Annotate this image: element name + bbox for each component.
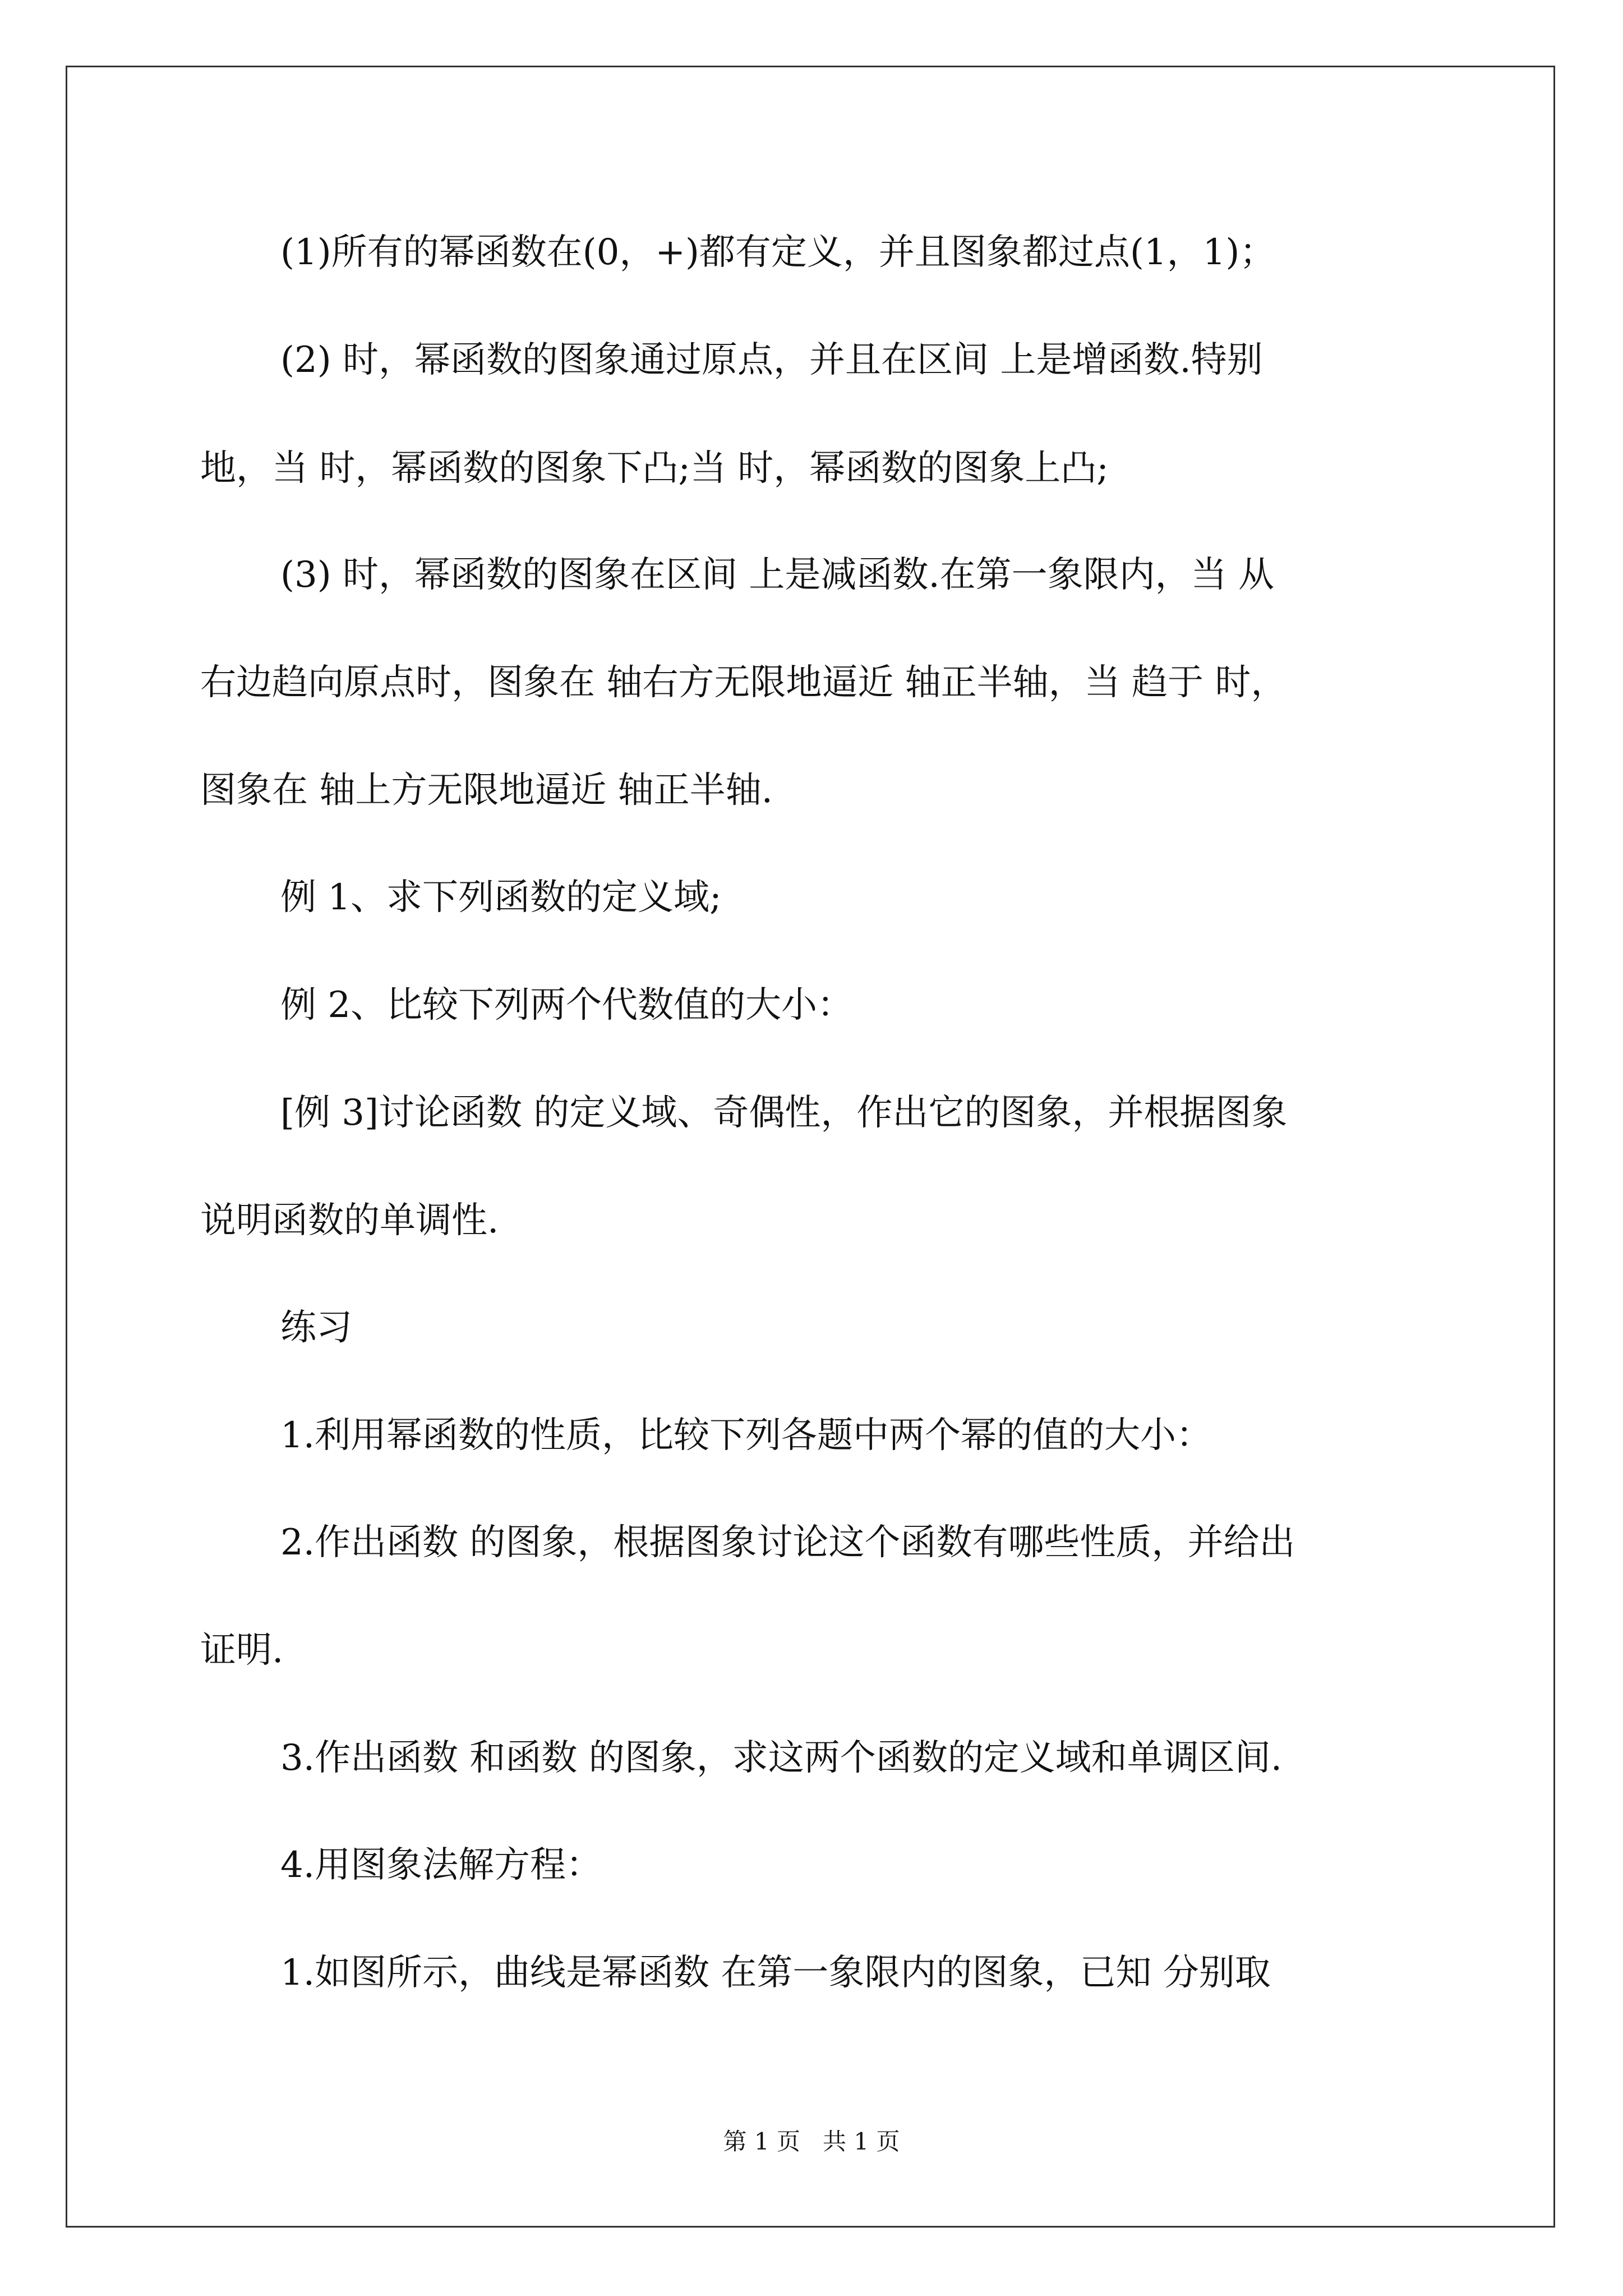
- text-line: 说明函数的单调性.: [200, 1200, 499, 1241]
- text-line: (2) 时，幂函数的图象通过原点，并且在区间 上是增函数.特别: [280, 339, 1263, 381]
- text-line: 4.用图象法解方程：: [280, 1844, 602, 1886]
- text-line: 地，当 时，幂函数的图象下凸;当 时，幂函数的图象上凸;: [200, 448, 1109, 489]
- text-line: 例 1、求下列函数的定义域;: [280, 877, 722, 918]
- text-line: 2.作出函数 的图象，根据图象讨论这个函数有哪些性质，并给出: [280, 1522, 1295, 1563]
- page-border: [66, 66, 1555, 2228]
- text-line: 证明.: [200, 1630, 284, 1671]
- text-line: 3.作出函数 和函数 的图象，求这两个函数的定义域和单调区间.: [280, 1737, 1283, 1779]
- page-number-footer: 第 1 页 共 1 页: [723, 2128, 900, 2155]
- text-line: 右边趋向原点时，图象在 轴右方无限地逼近 轴正半轴，当 趋于 时，: [200, 662, 1287, 703]
- text-line: 例 2、比较下列两个代数值的大小：: [280, 984, 854, 1026]
- text-line: (1)所有的幂函数在(0，+)都有定义，并且图象都过点(1，1)；: [280, 232, 1276, 273]
- section-heading: 练习: [280, 1307, 352, 1349]
- text-line: (3) 时，幂函数的图象在区间 上是减函数.在第一象限内，当 从: [280, 554, 1275, 596]
- text-line: 图象在 轴上方无限地逼近 轴正半轴.: [200, 770, 773, 811]
- text-line: [例 3]讨论函数 的定义域、奇偶性，作出它的图象，并根据图象: [280, 1092, 1288, 1134]
- text-line: 1.如图所示，曲线是幂函数 在第一象限内的图象，已知 分别取: [280, 1952, 1271, 1994]
- text-line: 1.利用幂函数的性质，比较下列各题中两个幂的值的大小：: [280, 1415, 1212, 1456]
